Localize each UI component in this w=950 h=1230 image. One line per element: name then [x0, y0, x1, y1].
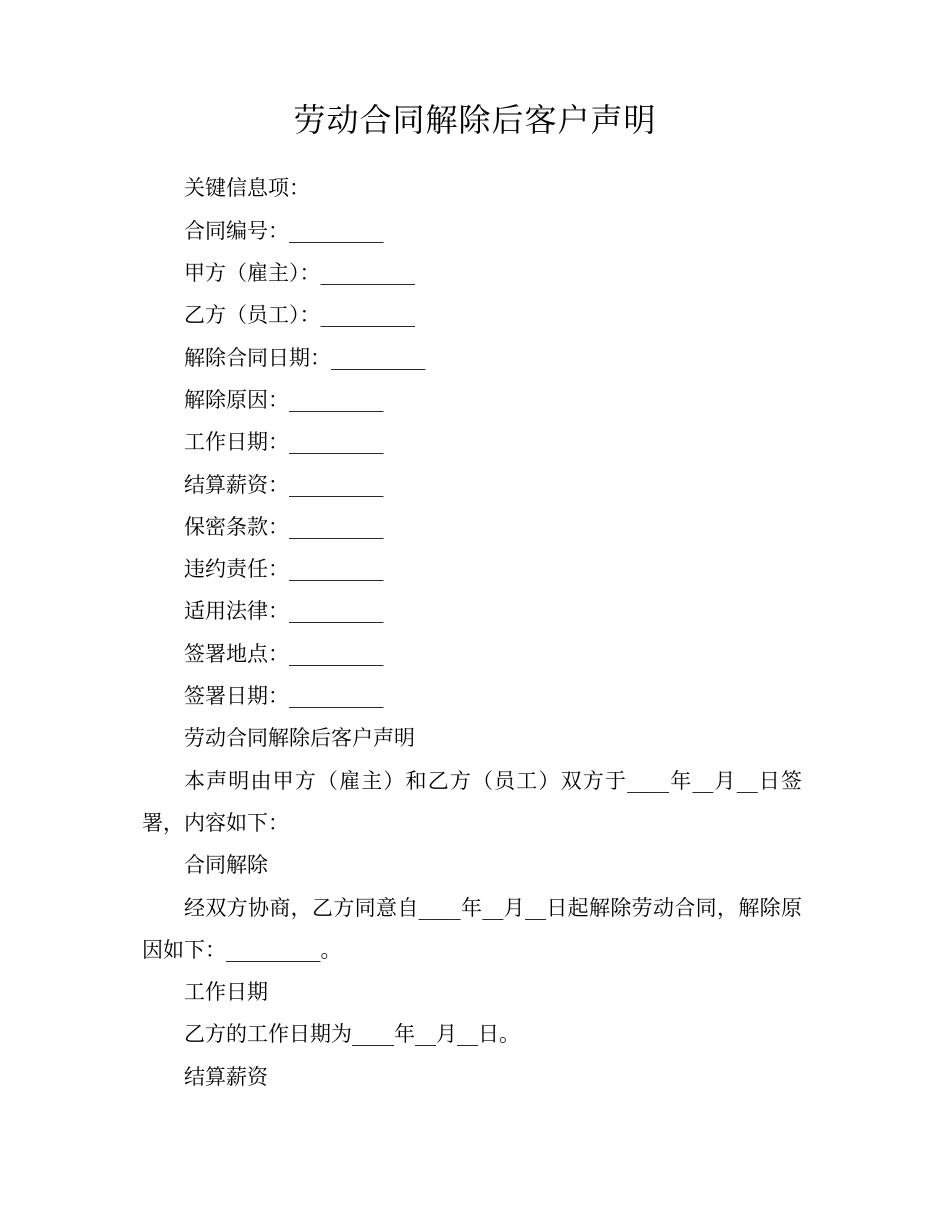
work-date-paragraph: 乙方的工作日期为____年__月__日。 [184, 1022, 520, 1046]
field-label: 签署日期： [184, 684, 289, 708]
field-blank: _________ [289, 430, 384, 454]
intro-paragraph: 本声明由甲方（雇主）和乙方（员工）双方于____年__月__日签署，内容如下： [142, 769, 802, 835]
field-label: 解除原因： [184, 388, 289, 412]
field-label: 签署地点： [184, 642, 289, 666]
field-label: 适用法律： [184, 599, 289, 623]
field-blank: _________ [320, 261, 415, 285]
document-title: 劳动合同解除后客户声明 [293, 101, 657, 139]
field-blank: _________ [320, 303, 415, 327]
field-label: 结算薪资： [184, 473, 289, 497]
field-blank: _________ [331, 346, 426, 370]
field-liability [184, 554, 384, 584]
field-party-b [184, 300, 415, 330]
field-work-date [184, 427, 384, 457]
field-blank: _________ [289, 473, 384, 497]
field-label: 保密条款： [184, 515, 289, 539]
section-title: 劳动合同解除后客户声明 [184, 726, 415, 750]
field-signing-place [184, 639, 384, 669]
field-contract-number [184, 216, 384, 246]
field-blank: _________ [289, 557, 384, 581]
section-heading-work-date: 工作日期 [184, 980, 268, 1004]
field-blank: _________ [289, 599, 384, 623]
section-heading-termination: 合同解除 [184, 853, 268, 877]
field-blank: _________ [289, 642, 384, 666]
field-settlement-salary [184, 470, 384, 500]
field-label: 乙方（员工）： [184, 303, 321, 327]
field-label: 工作日期： [184, 430, 289, 454]
field-blank: _________ [289, 219, 384, 243]
field-applicable-law [184, 596, 384, 626]
field-blank: _________ [289, 684, 384, 708]
key-info-heading: 关键信息项： [184, 176, 310, 200]
field-signing-date [184, 681, 384, 711]
field-blank: _________ [289, 515, 384, 539]
field-label: 违约责任： [184, 557, 289, 581]
field-termination-date [184, 343, 426, 373]
termination-paragraph: 经双方协商，乙方同意自____年__月__日起解除劳动合同，解除原因如下：_________。 [142, 896, 802, 962]
field-termination-reason [184, 385, 384, 415]
field-label: 甲方（雇主）： [184, 261, 321, 285]
field-confidentiality [184, 512, 384, 542]
field-party-a [184, 258, 415, 288]
field-blank: _________ [289, 388, 384, 412]
section-heading-salary: 结算薪资 [184, 1065, 268, 1089]
field-label: 合同编号： [184, 219, 289, 243]
field-label: 解除合同日期： [184, 346, 331, 370]
